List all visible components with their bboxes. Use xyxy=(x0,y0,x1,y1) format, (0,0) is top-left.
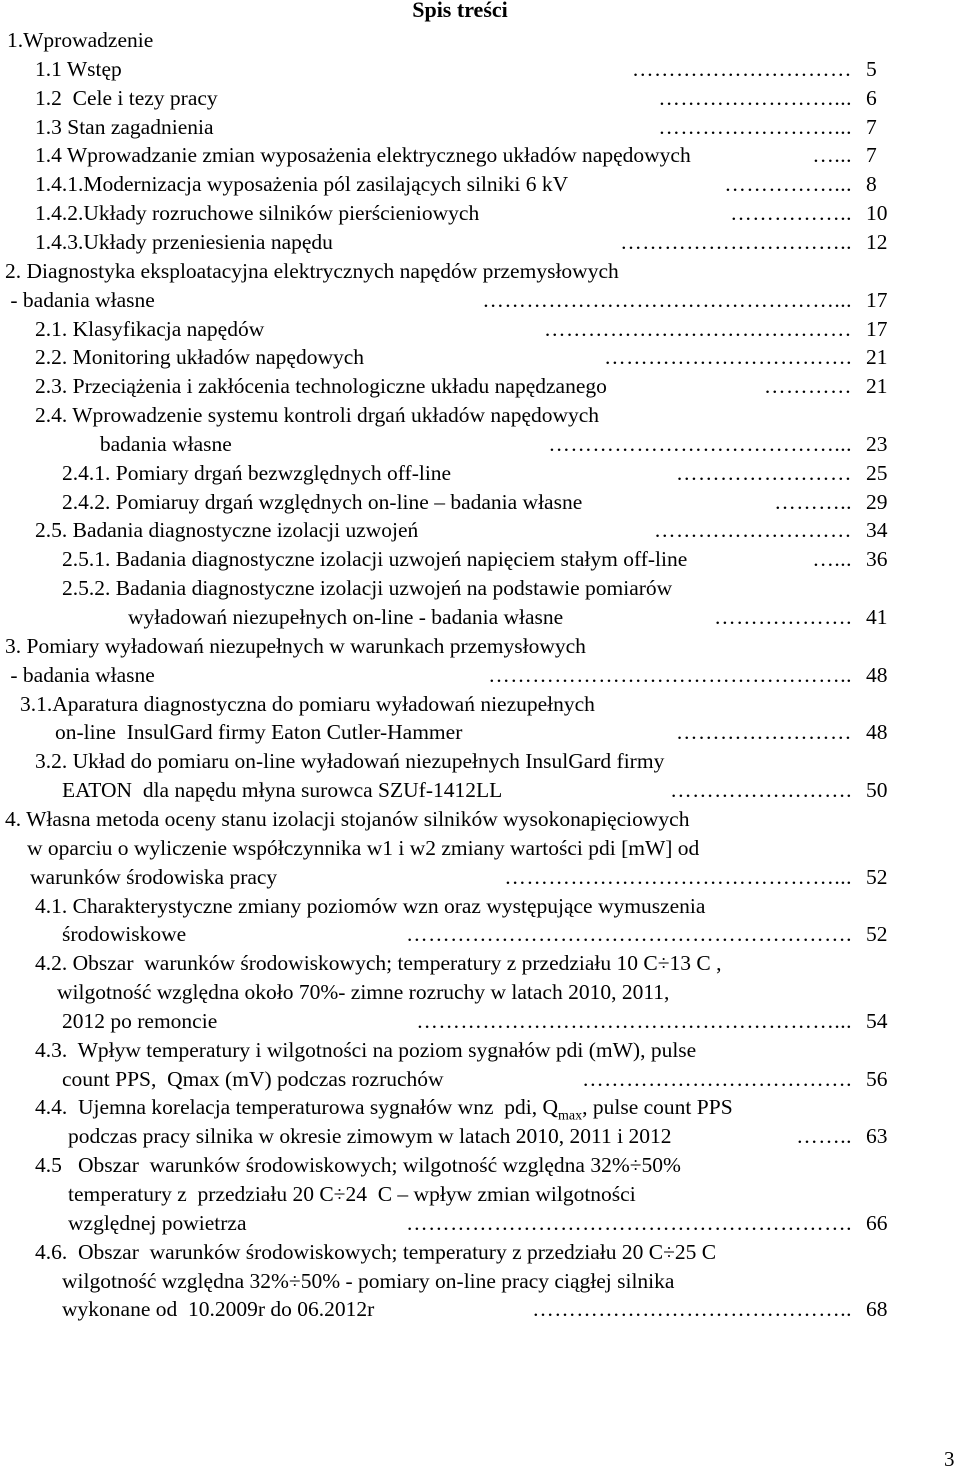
toc-entry xyxy=(128,603,563,632)
toc-entry-text: 1.Wprowadzenie xyxy=(7,28,154,52)
toc-entry xyxy=(5,632,586,661)
toc-entry-text: wilgotność względna około 70%- zimne rozruchy w latach 2010, 2011, xyxy=(57,980,670,1004)
toc-entry xyxy=(35,372,607,401)
toc-entry-text: 4.6. Obszar warunków środowiskowych; temperatury z przedziału 20 C÷25 C xyxy=(35,1240,717,1264)
toc-entry xyxy=(73,430,232,459)
toc-page-number: 48 xyxy=(866,663,888,687)
page-number: 3 xyxy=(944,1447,955,1471)
toc-page-number: 68 xyxy=(866,1297,888,1321)
toc-entry-text: 2.4. Wprowadzenie systemu kontroli drgań układów napędowych xyxy=(35,403,600,427)
toc-entry-text: 4. Własna metoda oceny stanu izolacji stojanów silników wysokonapięciowych xyxy=(5,807,690,831)
toc-page-number: 63 xyxy=(866,1124,888,1148)
toc-page-number: 5 xyxy=(866,57,877,81)
toc-entry xyxy=(62,920,186,949)
toc-entry xyxy=(35,1036,696,1065)
toc-entry xyxy=(62,1295,374,1324)
toc-page-number: 66 xyxy=(866,1211,888,1235)
toc-entry-text: wilgotność względna 32%÷50% - pomiary on-line pracy ciągłej silnika xyxy=(62,1269,675,1293)
toc-page-number: 54 xyxy=(866,1009,888,1033)
toc-entry-text: on-line InsulGard firmy Eaton Cutler-Hammer xyxy=(55,720,463,744)
toc-entry-text: 1.1 Wstęp xyxy=(35,57,122,81)
toc-page-number: 50 xyxy=(866,778,888,802)
toc-entry xyxy=(35,315,264,344)
toc-page-number: 17 xyxy=(866,288,888,312)
toc-dot-leader: …………….. xyxy=(730,201,852,225)
toc-page-number: 52 xyxy=(866,922,888,946)
toc-dot-leader: ……………………………. xyxy=(604,345,852,369)
toc-entry-text: 1.4 Wprowadzanie zmian wyposażenia elektrycznego układów napędowych xyxy=(35,143,691,167)
toc-entry-text: w oparciu o wyliczenie współczynnika w1 i w2 zmiany wartości pdi [mW] od xyxy=(27,836,700,860)
toc-entry-text: 2012 po remoncie xyxy=(62,1009,218,1033)
toc-entry xyxy=(20,690,595,719)
toc-entry xyxy=(35,343,364,372)
toc-entry xyxy=(35,1151,681,1180)
toc-entry-text: 1.2 Cele i tezy pracy xyxy=(35,86,218,110)
toc-entry xyxy=(62,1007,217,1036)
toc-page-number: 48 xyxy=(866,720,888,744)
toc-page-number: 6 xyxy=(866,86,877,110)
toc-entry xyxy=(35,228,333,257)
toc-entry-text: EATON dla napędu młyna surowca SZUf-1412LL xyxy=(62,778,503,802)
toc-dot-leader: ………………………………………... xyxy=(504,865,852,889)
toc-page-number: 10 xyxy=(866,201,888,225)
toc-dot-leader: ……………………… xyxy=(654,518,852,542)
toc-dot-leader: …………………… xyxy=(676,720,852,744)
toc-entry-text: 2.5.2. Badania diagnostyczne izolacji uzwojeń na podstawie pomiarów xyxy=(62,576,673,600)
toc-dot-leader: …... xyxy=(812,143,852,167)
toc-entry-text: 4.5 Obszar warunków środowiskowych; wilgotność względna 32%÷50% xyxy=(35,1153,681,1177)
toc-entry xyxy=(35,84,218,113)
toc-entry-text: 2.1. Klasyfikacja napędów xyxy=(35,317,265,341)
toc-page-number: 52 xyxy=(866,865,888,889)
toc-entry xyxy=(62,488,582,517)
toc-entry-subscript: max xyxy=(558,1108,583,1124)
toc-entry xyxy=(35,1093,733,1122)
toc-entry xyxy=(35,55,122,84)
toc-dot-leader: ………………………………. xyxy=(582,1067,852,1091)
toc-page-number: 8 xyxy=(866,172,877,196)
toc-dot-leader: ……………………. xyxy=(670,778,852,802)
toc-page-number: 12 xyxy=(866,230,888,254)
toc-entry xyxy=(35,949,722,978)
toc-entry xyxy=(62,1267,674,1296)
toc-entry xyxy=(68,1122,671,1151)
toc-entry-text: 2.3. Przeciążenia i zakłócenia technologiczne układu napędzanego xyxy=(35,374,607,398)
toc-entry xyxy=(35,516,418,545)
toc-entry-text: 1.4.1.Modernizacja wyposażenia pól zasilających silniki 6 kV xyxy=(35,172,569,196)
toc-dot-leader: …………………… xyxy=(676,461,852,485)
toc-entry-text: 2.4.1. Pomiary drgań bezwzględnych off-line xyxy=(62,461,452,485)
toc-dot-leader: …….. xyxy=(796,1124,852,1148)
toc-entry-text: 4.4. Ujemna korelacja temperaturowa sygnałów wnz pdi, Q xyxy=(35,1095,559,1119)
toc-entry-text: 4.3. Wpływ temperatury i wilgotności na poziom sygnałów pdi (mW), pulse xyxy=(35,1038,697,1062)
toc-dot-leader: ……………………... xyxy=(658,86,852,110)
toc-dot-leader: …... xyxy=(812,547,852,571)
toc-entry xyxy=(35,199,479,228)
toc-entry xyxy=(62,1065,444,1094)
page-title: Spis treści xyxy=(412,0,508,22)
toc-entry-text: 3.1.Aparatura diagnostyczna do pomiaru wyładowań niezupełnych xyxy=(20,692,595,716)
toc-entry-text: 2. Diagnostyka eksploatacyjna elektrycznych napędów przemysłowych xyxy=(5,259,619,283)
toc-page-number: 21 xyxy=(866,345,888,369)
toc-entry-text: temperatury z przedziału 20 C÷24 C – wpływ zmian wilgotności xyxy=(68,1182,636,1206)
toc-entry xyxy=(35,892,705,921)
toc-entry-text: 1.4.2.Układy rozruchowe silników pierścieniowych xyxy=(35,201,480,225)
toc-page-number: 7 xyxy=(866,115,877,139)
toc-entry xyxy=(35,401,599,430)
toc-entry-text: 2.2. Monitoring układów napędowych xyxy=(35,345,365,369)
toc-entry-text: wykonane od 10.2009r do 06.2012r xyxy=(62,1297,375,1321)
toc-entry xyxy=(62,459,451,488)
toc-entry xyxy=(7,26,153,55)
toc-entry xyxy=(27,834,699,863)
toc-entry-text: count PPS, Qmax (mV) podczas rozruchów xyxy=(62,1067,444,1091)
toc-dot-leader: …………………………………... xyxy=(548,432,852,456)
toc-entry-text: 3.2. Układ do pomiaru on-line wyładowań niezupełnych InsulGard firmy xyxy=(35,749,665,773)
toc-dot-leader: ………………………………………….. xyxy=(488,663,852,687)
toc-entry-text: podczas pracy silnika w okresie zimowym w latach 2010, 2011 i 2012 xyxy=(68,1124,672,1148)
toc-dot-leader: …………………………………………... xyxy=(482,288,852,312)
toc-dot-leader: ……….. xyxy=(774,490,852,514)
toc-entry xyxy=(35,747,664,776)
toc-entry xyxy=(5,257,619,286)
toc-entry xyxy=(5,286,155,315)
toc-page-number: 25 xyxy=(866,461,888,485)
toc-entry-text: 4.1. Charakterystyczne zmiany poziomów wzn oraz występujące wymuszenia xyxy=(35,894,706,918)
toc-dot-leader: ………… xyxy=(764,374,852,398)
toc-page-number: 36 xyxy=(866,547,888,571)
toc-dot-leader: ………………. xyxy=(714,605,852,629)
toc-page-number: 34 xyxy=(866,518,888,542)
toc-entry xyxy=(35,170,568,199)
toc-dot-leader: …………………………………………………... xyxy=(416,1009,852,1033)
toc-entry xyxy=(55,718,462,747)
toc-entry-text: 2.4.2. Pomiaruy drgań względnych on-line – badania własne xyxy=(62,490,583,514)
toc-entry-text: 4.2. Obszar warunków środowiskowych; temperatury z przedziału 10 C÷13 C , xyxy=(35,951,722,975)
toc-entry xyxy=(57,978,669,1007)
toc-entry xyxy=(62,574,672,603)
toc-entry xyxy=(35,141,691,170)
toc-entry-text: 2.5. Badania diagnostyczne izolacji uzwojeń xyxy=(35,518,419,542)
toc-entry xyxy=(68,1180,636,1209)
toc-entry-text: wyładowań niezupełnych on-line - badania własne xyxy=(128,605,564,629)
toc-page-number: 21 xyxy=(866,374,888,398)
toc-entry-text: 3. Pomiary wyładowań niezupełnych w warunkach przemysłowych xyxy=(5,634,586,658)
toc-entry-text: warunków środowiska pracy xyxy=(30,865,278,889)
toc-dot-leader: ……………... xyxy=(724,172,852,196)
toc-page-number: 41 xyxy=(866,605,888,629)
toc-dot-leader: ………………………….. xyxy=(620,230,852,254)
toc-page-number: 29 xyxy=(866,490,888,514)
toc-entry-text: badania własne xyxy=(73,432,232,456)
toc-entry xyxy=(62,545,687,574)
toc-entry xyxy=(35,113,214,142)
toc-dot-leader: ……………………………………………………. xyxy=(406,1211,852,1235)
toc-dot-leader: ………………………… xyxy=(632,57,852,81)
toc-entry xyxy=(5,805,689,834)
toc-dot-leader: …………………………………….. xyxy=(532,1297,852,1321)
toc-entry xyxy=(5,661,155,690)
toc-entry-text: środowiskowe xyxy=(62,922,187,946)
toc-page-number: 56 xyxy=(866,1067,888,1091)
toc-entry-text: 1.3 Stan zagadnienia xyxy=(35,115,214,139)
toc-entry xyxy=(68,1209,247,1238)
toc-entry xyxy=(30,863,277,892)
toc-dot-leader: …………………………………… xyxy=(544,317,852,341)
toc-entry-text: 1.4.3.Układy przeniesienia napędu xyxy=(35,230,333,254)
toc-entry xyxy=(62,776,502,805)
toc-entry-text: względnej powietrza xyxy=(68,1211,247,1235)
toc-entry xyxy=(35,1238,716,1267)
toc-entry-text: 2.5.1. Badania diagnostyczne izolacji uzwojeń napięciem stałym off-line xyxy=(62,547,688,571)
toc-entry-text: - badania własne xyxy=(5,663,155,687)
toc-dot-leader: ……………………... xyxy=(658,115,852,139)
toc-page-number: 17 xyxy=(866,317,888,341)
toc-entry-text: - badania własne xyxy=(5,288,155,312)
toc-page-number: 7 xyxy=(866,143,877,167)
toc-entry-text-continued: , pulse count PPS xyxy=(582,1095,733,1119)
toc-page-number: 23 xyxy=(866,432,888,456)
toc-dot-leader: ……………………………………………………. xyxy=(406,922,852,946)
